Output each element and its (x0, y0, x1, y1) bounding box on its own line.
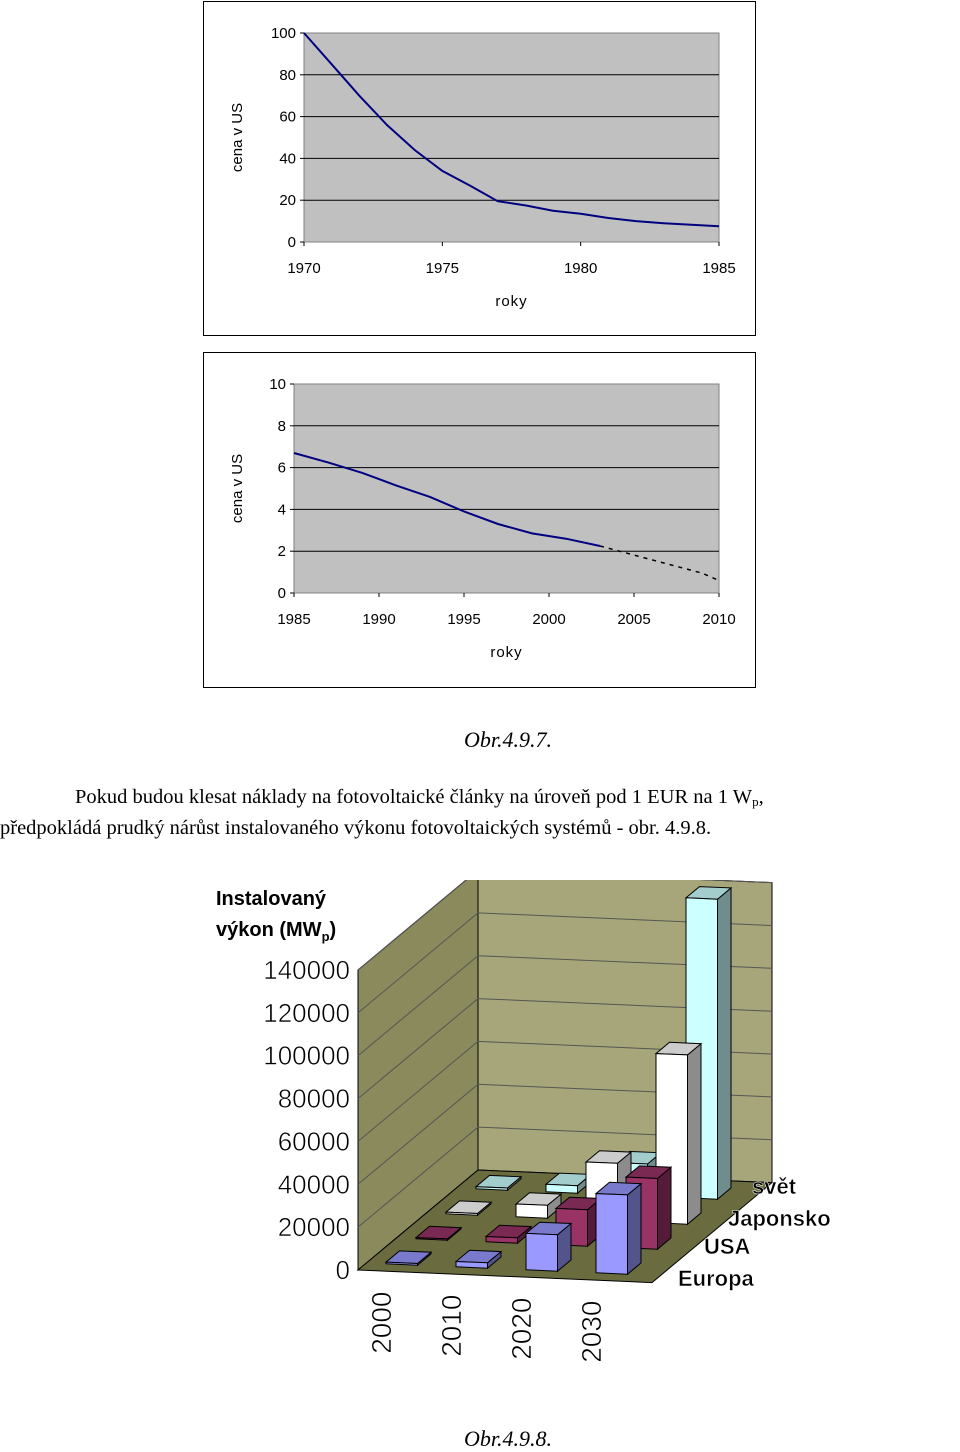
y-tick-label: 40 (279, 150, 296, 168)
bar-side (658, 1167, 672, 1249)
x-tick-label: 2000 (532, 611, 566, 628)
x-tick-label: 1970 (287, 260, 321, 277)
y-tick-label: 6 (277, 459, 286, 477)
chart3-title-part2: výkon (MW (216, 919, 322, 941)
chart1-svg (204, 2, 757, 337)
x-tick-label: 1975 (425, 260, 460, 277)
x-tick-label: 2010 (702, 611, 736, 628)
y-tick-label: 20000 (277, 1212, 350, 1243)
figure-caption-7: Obr.4.9.7. (464, 727, 553, 752)
chart-price-1985-2010 (203, 352, 756, 688)
x-tick-label: 1985 (702, 260, 736, 277)
y-tick-label: 8 (277, 417, 286, 435)
chart3-title-sub: p (321, 929, 330, 944)
chart3-title-part1: Instalovaný (216, 888, 327, 910)
y-tick-label: 0 (335, 1255, 350, 1285)
bar-Europa-2030 (596, 1194, 628, 1275)
paragraph-line-1 (0, 784, 960, 815)
bar-Europa-2010 (456, 1262, 488, 1269)
x-tick-label: 1980 (563, 260, 598, 277)
y-tick-label: 100000 (263, 1040, 350, 1071)
paragraph-line-2: předpokládá prudký nárůst instalovaného výkonu fotovoltaických systémů - obr. 4.9.8. (0, 817, 712, 839)
paragraph-line-1-text: Pokud budou klesat náklady na fotovoltaické články na úroveň pod 1 EUR na 1 W (75, 786, 753, 808)
depth-label-2: Japonsko (728, 1206, 831, 1231)
x-tick-label: 2005 (617, 611, 651, 628)
y-tick-label: 140000 (263, 955, 350, 985)
bar-USA-2010 (486, 1237, 518, 1244)
y-tick-label: 100 (270, 25, 296, 42)
y-tick-label: 0 (277, 585, 286, 602)
paragraph-subscript: p (752, 794, 759, 809)
x-axis-label: roky (490, 644, 523, 661)
y-tick-label: 80 (279, 66, 296, 84)
x-tick-label: 2010 (436, 1294, 467, 1357)
chart3-title-line2 (216, 919, 336, 944)
chart3-title-end: ) (329, 919, 337, 941)
y-axis-label: cena v US (229, 453, 246, 524)
depth-label-3: svět (752, 1174, 797, 1199)
depth-label-0: Europa (678, 1266, 754, 1291)
bar-Japonsko-2010 (516, 1204, 548, 1218)
bar-svět-2010 (546, 1184, 578, 1193)
chart2-svg (204, 353, 757, 689)
bar-side (718, 888, 732, 1199)
chart-price-1970-1985 (203, 1, 756, 336)
plot-area (304, 33, 719, 242)
y-tick-label: 20 (279, 192, 296, 210)
x-tick-label: 2030 (576, 1300, 607, 1363)
x-axis-label: roky (495, 293, 528, 310)
y-tick-label: 10 (269, 376, 286, 393)
y-tick-label: 60000 (277, 1126, 350, 1157)
y-tick-label: 60 (279, 108, 296, 126)
figure-caption-8: Obr.4.9.8. (464, 1426, 553, 1451)
y-tick-label: 0 (287, 234, 296, 251)
plot-area (294, 384, 719, 593)
y-axis-label: cena v US (229, 102, 246, 173)
x-tick-label: 1995 (447, 611, 481, 628)
y-tick-label: 2 (277, 543, 286, 561)
x-tick-label: 2020 (506, 1297, 537, 1360)
y-tick-label: 40000 (277, 1169, 350, 1200)
body-paragraph (0, 784, 960, 841)
bar-Europa-2020 (526, 1233, 558, 1271)
depth-label-1: USA (704, 1234, 751, 1259)
paragraph-line-1-end: , (758, 786, 764, 808)
bar-side (688, 1044, 702, 1225)
bar-side (628, 1184, 642, 1275)
x-tick-label: 1990 (362, 611, 396, 628)
y-tick-label: 4 (277, 501, 286, 519)
chart-installed-power-3d (212, 880, 860, 1400)
chart3-title (216, 888, 327, 910)
y-tick-label: 80000 (277, 1083, 350, 1114)
x-tick-label: 1985 (277, 611, 311, 628)
y-tick-label: 120000 (263, 997, 350, 1028)
x-tick-label: 2000 (366, 1291, 397, 1354)
